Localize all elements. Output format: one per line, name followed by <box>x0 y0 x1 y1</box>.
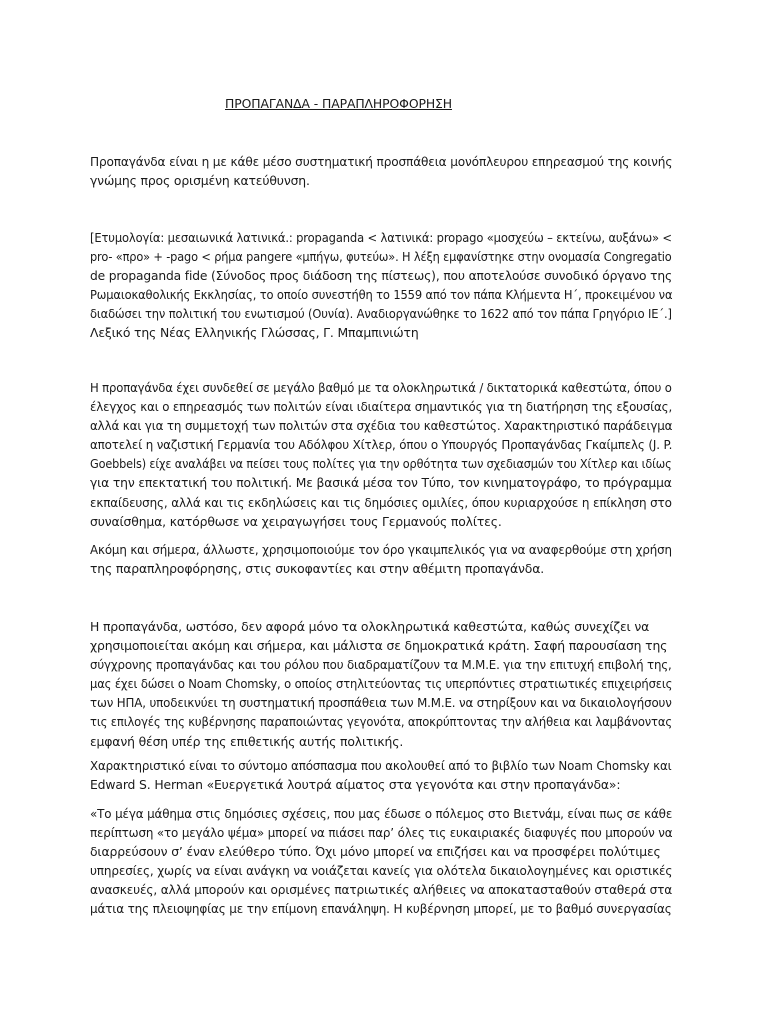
text-line: εκπαίδευσης, αλλά και τις εκδηλώσεις και τις δημόσιες ομιλίες, όπου κυριαρχούσε η επίκληση στο <box>90 494 672 510</box>
text-line: συναίσθημα, κατόρθωσε να χειραγωγήσει τους Γερμανούς πολίτες. <box>90 513 502 529</box>
paragraph-definition <box>90 152 672 190</box>
text-line: Η προπαγάνδα, ωστόσο, δεν αφορά μόνο τα ολοκληρωτικά καθεστώτα, καθώς συνεχίζει να <box>90 619 650 634</box>
paragraph-etymology <box>90 228 672 343</box>
text-line: διαδώσει την πολιτική του ενωτισμού (Ουνία). Αναδιοργανώθηκε το 1622 από τον πάπα Γρηγόριο ΙΕ΄.] <box>90 306 672 322</box>
text-line: Goebbels) είχε αναλάβει να πείσει τους πολίτες για την ορθότητα των σχεδιασμών του Χίτλερ και ιδίως <box>90 456 672 472</box>
text-line: της παραπληροφόρησης, στις συκοφαντίες και στην αθέμιτη προπαγάνδα. <box>90 561 545 577</box>
text-line: χρησιμοποιείται ακόμη και σήμερα, και μάλιστα σε δημοκρατικά κράτη. Σαφή παρουσίαση της <box>90 638 668 654</box>
text-line: Edward S. Herman «Ευεργετικά λουτρά αίματος στα γεγονότα και στην προπαγάνδα»: <box>90 777 621 793</box>
text-line: εμφανή θέση υπέρ της επιθετικής αυτής πολιτικής. <box>90 733 404 749</box>
text-line: Ακόμη και σήμερα, άλλωστε, χρησιμοποιούμε τον όρο γκαιμπελικός για να αναφερθούμε στη χρήση <box>90 542 672 557</box>
text-line: σύγχρονης προπαγάνδας και του ρόλου που διαδραματίζουν τα Μ.Μ.Ε. για την επιτυχή επιβολή της, <box>90 657 672 673</box>
text-line: [Ετυμολογία: μεσαιωνικά λατινικά.: propaganda < λατινικά: propago «μοσχεύω – εκτείνω, αυξάνω» < <box>90 230 672 245</box>
paragraph-goebbels-term <box>90 540 672 578</box>
text-line: pro- «προ» + -pago < ρήμα pangere «μπήγω, φυτεύω». Η λέξη εμφανίστηκε στην ονομασία Congregatio <box>90 249 672 265</box>
text-line: γνώμης προς ορισμένη κατεύθυνση. <box>90 173 310 189</box>
text-line: για την επεκτατική του πολιτική. Με βασικά μέσα τον Τύπο, τον κινηματογράφο, το πρόγραμμα <box>90 475 672 491</box>
text-line: «Το μέγα μάθημα στις δημόσιες σχέσεις, που μας έδωσε ο πόλεμος στο Βιετνάμ, είναι πως σε κάθε <box>90 806 673 821</box>
text-line: περίπτωση «το μεγάλο ψέμα» μπορεί να πιάσει παρ’ όλες τις ευκαιριακές διαφυγές που μπορούν να <box>90 825 673 841</box>
text-line: μας έχει δώσει ο Noam Chomsky, ο οποίος στηλιτεύοντας τις υπερπόντιες στρατιωτικές επιχειρήσεις <box>90 676 673 692</box>
document-page <box>90 0 680 1024</box>
text-line: Η προπαγάνδα έχει συνδεθεί σε μεγάλο βαθμό με τα ολοκληρωτικά / δικτατορικά καθεστώτα, όπου ο <box>90 380 672 395</box>
text-line: Προπαγάνδα είναι η με κάθε μέσο συστηματική προσπάθεια μονόπλευρου επηρεασμού της κοινής <box>90 154 673 169</box>
paragraph-quote <box>90 804 672 919</box>
text-line: διαρρεύσουν σ’ έναν ελεύθερο τύπο. Όχι μόνο μπορεί να επιζήσει και να προσφέρει πολύτιμες <box>90 844 661 860</box>
text-line: ανασκευές, αλλά μπορούν και ορισμένες πατριωτικές αλήθειες να αποκατασταθούν σταθερά στα <box>90 882 673 898</box>
text-line: αποτελεί η ναζιστική Γερμανία του Αδόλφου Χίτλερ, όπου ο Υπουργός Προπαγάνδας Γκαίμπελς (J. P. <box>90 437 673 453</box>
text-line: υπηρεσίες, χωρίς να είναι ανάγκη να νοιάζεται κανείς για ολότελα δικαιολογημένες και οριστικές <box>90 863 673 879</box>
text-line: Ρωμαιοκαθολικής Εκκλησίας, το οποίο συνεστήθη το 1559 από τον πάπα Κλήμεντα Η΄, προκειμένου να <box>90 287 673 303</box>
text-line: Λεξικό της Νέας Ελληνικής Γλώσσας, Γ. Μπαμπινιώτη <box>90 325 419 341</box>
text-line: αλλά και για τη συμμετοχή των πολιτών στα σχέδια του καθεστώτος. Χαρακτηριστικό παράδειγμα <box>90 418 673 434</box>
text-line: μάτια της πλειοψηφίας με την επίμονη επανάληψη. Η κυβέρνηση μπορεί, με το βαθμό συνεργασίας <box>90 901 672 917</box>
paragraph-democracies <box>90 617 672 751</box>
document-title: ΠΡΟΠΑΓΑΝΔΑ - ΠΑΡΑΠΛΗΡΟΦΟΡΗΣΗ <box>225 96 453 111</box>
paragraph-totalitarian <box>90 378 672 531</box>
text-line: έλεγχος και ο επηρεασμός των πολιτών είναι ιδιαίτερα σημαντικός για τη διατήρηση της εξουσίας, <box>90 399 673 415</box>
text-line: των ΗΠΑ, υποδεικνύει τη συστηματική προσπάθεια των Μ.Μ.Ε. να στηρίξουν και να δικαιολογήσουν <box>90 695 672 711</box>
text-line: de propaganda fide (Σύνοδος προς διάδοση της πίστεως), που αποτελούσε συνοδικό όργανο της <box>90 268 673 284</box>
text-line: τις επιλογές της κυβέρνησης παραποιώντας γεγονότα, αποκρύπτοντας την αλήθεια και λαμβάνοντας <box>90 714 672 730</box>
text-line: Χαρακτηριστικό είναι το σύντομο απόσπασμα που ακολουθεί από το βιβλίο των Noam Chomsky και <box>90 758 672 773</box>
paragraph-excerpt-intro <box>90 756 672 794</box>
